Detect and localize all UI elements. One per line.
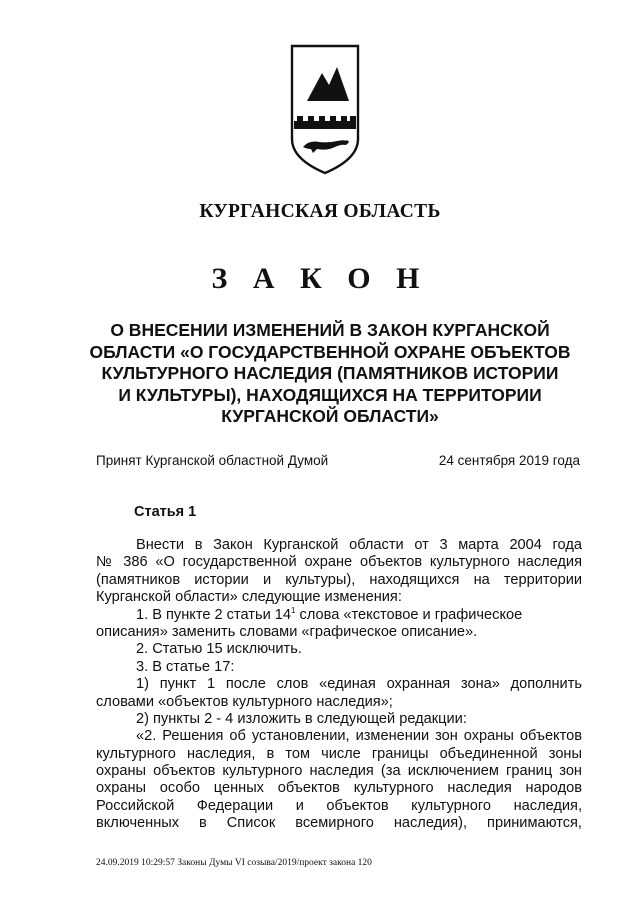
text-line: 1) пункт 1 после слов «единая охранная зона» дополнить [136, 676, 582, 693]
text-line: Внести в Закон Курганской области от 3 марта 2004 года [136, 537, 582, 553]
text-line: словами «объектов культурного наследия»; [96, 693, 393, 710]
text-line: «2. Решения об установлении, изменении зон охраны объектов [136, 728, 582, 745]
text-line-part: 1. В пункте 2 статьи 14 [136, 606, 292, 623]
coat-of-arms-icon [289, 43, 361, 175]
text-line: 3. В статье 17: [136, 658, 235, 675]
article-heading: Статья 1 [134, 504, 197, 520]
text-line: 2. Статью 15 исключить. [136, 641, 302, 658]
region-name: КУРГАНСКАЯ ОБЛАСТЬ [199, 201, 441, 222]
superscript: 1 [291, 605, 296, 615]
text-line-part: слова «текстовое и графическое [295, 606, 523, 623]
adopted-date: 24 сентября 2019 года [438, 453, 580, 468]
text-line: № 386 «О государственной охране объектов культурного наследия [96, 554, 582, 571]
title-line: КУРГАНСКОЙ ОБЛАСТИ» [221, 406, 439, 426]
document-type: З А К О Н [211, 262, 429, 295]
article-body [96, 537, 582, 833]
title-line: И КУЛЬТУРЫ), НАХОДЯЩИХСЯ НА ТЕРРИТОРИИ [118, 384, 542, 405]
law-title [60, 320, 600, 428]
title-line: КУЛЬТУРНОГО НАСЛЕДИЯ (ПАМЯТНИКОВ ИСТОРИИ [101, 363, 559, 383]
text-line: Российской Федерации и объектов культурного наследия, [96, 797, 582, 814]
text-line: Курганской области» следующие изменения: [96, 589, 402, 606]
text-line: 2) пункты 2 - 4 изложить в следующей редакции: [136, 710, 467, 727]
text-line: охраны особо ценных объектов культурного наследия народов [96, 780, 582, 797]
text-line: (памятников истории и культуры), находящихся на территории [96, 571, 582, 588]
document-footer: 24.09.2019 10:29:57 Законы Думы VI созыва/2019/проект закона 120 [96, 858, 372, 868]
text-line: включенных в Список всемирного наследия), принимаются, [96, 815, 582, 832]
text-line: охраны объектов культурного наследия (за исключением границ зон [96, 763, 582, 780]
text-line [96, 607, 582, 624]
adopted-by: Принят Курганской областной Думой [96, 453, 329, 468]
title-line: О ВНЕСЕНИИ ИЗМЕНЕНИЙ В ЗАКОН КУРГАНСКОЙ [110, 320, 550, 340]
title-line: ОБЛАСТИ «О ГОСУДАРСТВЕННОЙ ОХРАНЕ ОБЪЕКТОВ [89, 341, 571, 362]
text-line: описания» заменить словами «графическое описание». [96, 623, 478, 640]
text-line: культурного наследия, в том числе границы объединенной зоны [96, 745, 582, 762]
